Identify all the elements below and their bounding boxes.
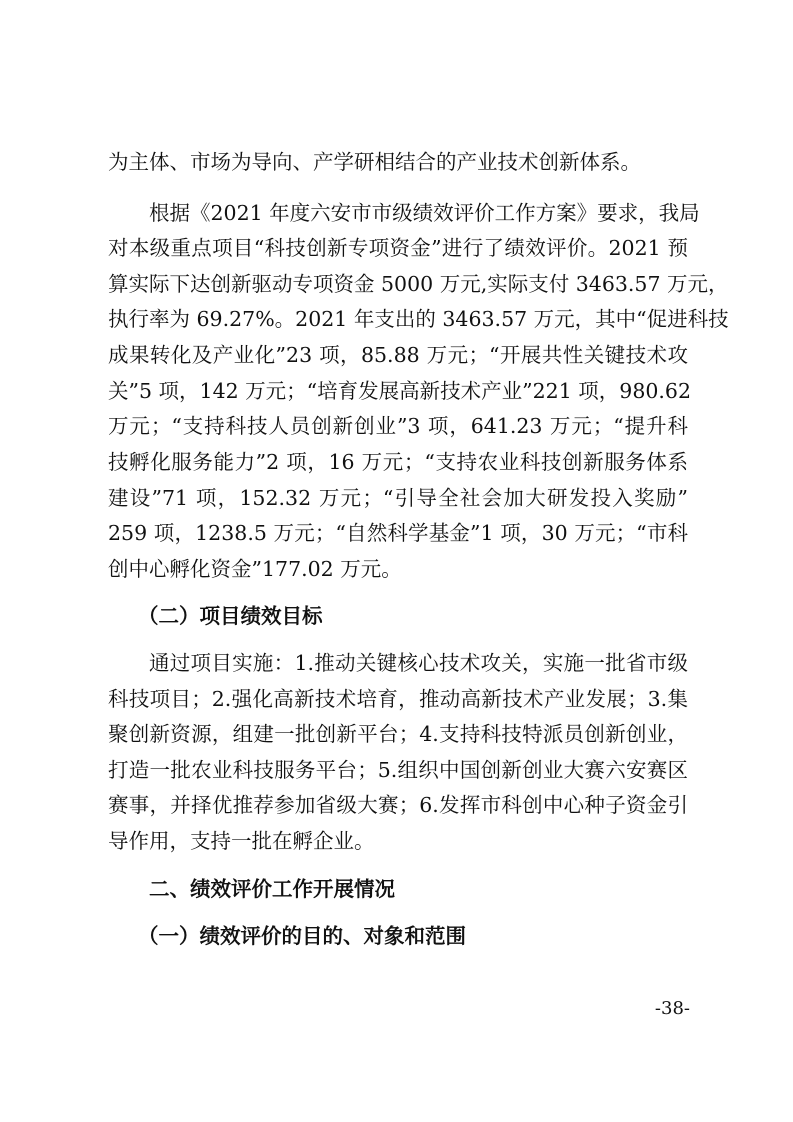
section-heading-evaluation-purpose: （一）绩效评价的目的、对象和范围: [138, 924, 466, 948]
paragraph-line: 导作用，支持一批在孵企业。: [108, 829, 375, 853]
paragraph-line: 万元；“支持科技人员创新创业”3 项，641.23 万元；“提升科: [108, 414, 688, 438]
paragraph-line: 科技项目；2.强化高新技术培育，推动高新技术产业发展；3.集: [108, 687, 688, 711]
paragraph-line: 技孵化服务能力”2 项，16 万元；“支持农业科技创新服务体系: [108, 450, 688, 474]
paragraph-line: 根据《2021 年度六安市市级绩效评价工作方案》要求，我局: [149, 201, 700, 225]
paragraph-line: 打造一批农业科技服务平台；5.组织中国创新创业大赛六安赛区: [108, 758, 688, 782]
paragraph-line: 执行率为 69.27%。2021 年支出的 3463.57 万元，其中“促进科技: [108, 307, 729, 331]
paragraph-line: 算实际下达创新驱动专项资金 5000 万元,实际支付 3463.57 万元，: [108, 272, 729, 296]
chapter-heading-evaluation: 二、绩效评价工作开展情况: [149, 877, 395, 901]
paragraph-line: 259 项，1238.5 万元；“自然科学基金”1 项，30 万元；“市科: [108, 521, 688, 545]
section-heading-project-goals: （二）项目绩效目标: [138, 604, 323, 628]
paragraph-line: 成果转化及产业化”23 项，85.88 万元；“开展共性关键技术攻: [108, 343, 688, 367]
paragraph-line: 创中心孵化资金”177.02 万元。: [108, 557, 402, 581]
paragraph-line: 建设”71 项，152.32 万元；“引导全社会加大研发投入奖励”: [108, 486, 688, 510]
paragraph-line: 聚创新资源，组建一批创新平台；4.支持科技特派员创新创业，: [108, 722, 688, 746]
paragraph-line: 赛事，并择优推荐参加省级大赛；6.发挥市科创中心种子资金引: [108, 793, 688, 817]
paragraph-line: 通过项目实施：1.推动关键核心技术攻关，实施一批省市级: [149, 651, 688, 675]
paragraph-line: 对本级重点项目“科技创新专项资金”进行了绩效评价。2021 预: [108, 236, 688, 260]
page-number: -38-: [654, 998, 690, 1019]
paragraph-line: 关”5 项，142 万元；“培育发展高新技术产业”221 项，980.62: [108, 379, 692, 403]
continuation-line: 为主体、市场为导向、产学研相结合的产业技术创新体系。: [108, 150, 641, 174]
